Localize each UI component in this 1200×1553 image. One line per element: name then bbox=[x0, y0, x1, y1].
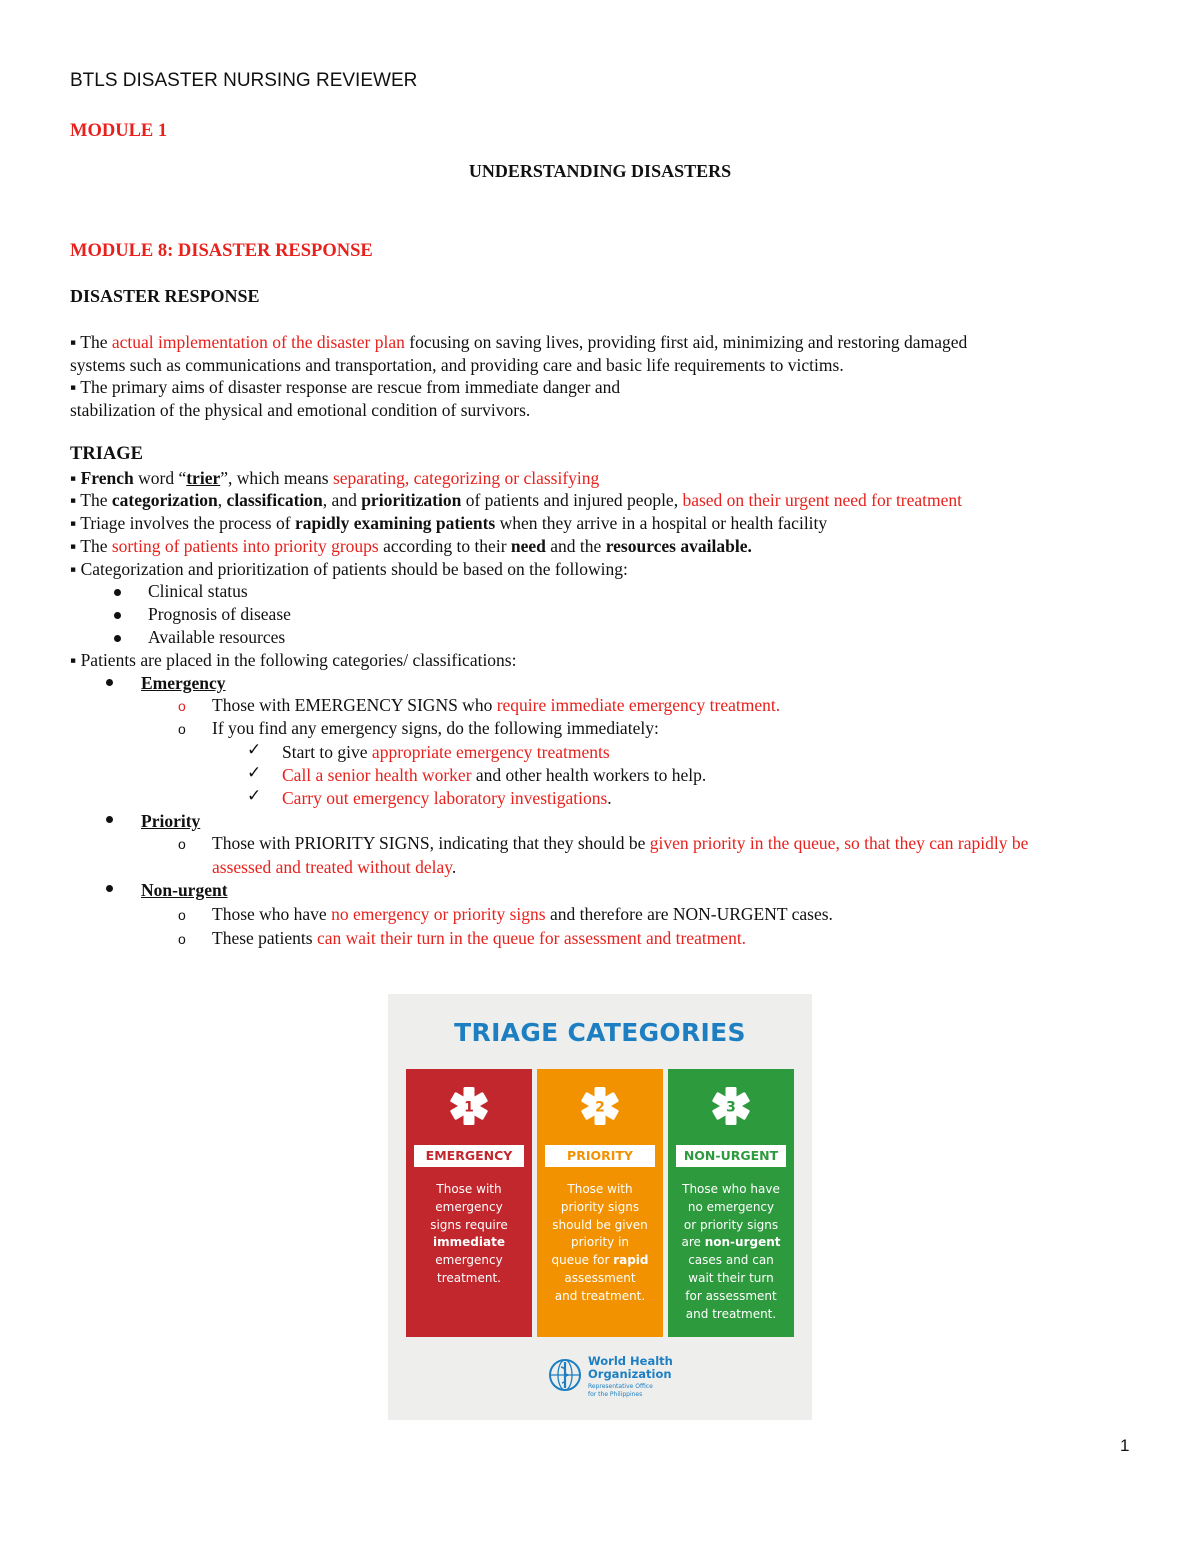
emergency-action-2 bbox=[282, 765, 706, 786]
desc-bold: non-urgent bbox=[704, 1235, 781, 1250]
text: ▪ Triage involves the process of bbox=[70, 513, 295, 533]
category-number: 3 bbox=[726, 1099, 736, 1116]
highlight-text: require immediate emergency treatment. bbox=[496, 695, 781, 715]
base-item: Clinical status bbox=[148, 581, 248, 601]
who-office-line: Representative Office bbox=[588, 1383, 653, 1390]
triage-line-4 bbox=[70, 536, 752, 557]
highlight-text: separating, categorizing or classifying bbox=[332, 468, 600, 488]
module-1-heading: MODULE 1 bbox=[70, 121, 168, 141]
circle-bullet-icon: o bbox=[178, 931, 186, 947]
bold-text: categorization bbox=[111, 490, 218, 510]
desc-bold: immediate bbox=[433, 1235, 505, 1250]
priority-sign-1-cont bbox=[212, 857, 456, 878]
bold-underline-text: trier bbox=[186, 468, 221, 488]
desc-line: assessment bbox=[564, 1270, 636, 1285]
bold-text: French bbox=[80, 468, 134, 488]
category-priority-label: Priority bbox=[141, 811, 201, 831]
bullet-icon bbox=[106, 679, 113, 686]
module-1-title: UNDERSTANDING DISASTERS bbox=[468, 161, 732, 181]
text: , and bbox=[322, 490, 362, 510]
text: Start to give bbox=[282, 742, 372, 762]
priority-sign-1 bbox=[212, 833, 1028, 854]
disaster-response-line-3: ▪ The primary aims of disaster response are rescue from immediate danger and bbox=[70, 377, 621, 397]
bullet-icon bbox=[106, 885, 113, 892]
bullet-icon bbox=[114, 612, 121, 619]
highlight-text: assessed and treated without delay bbox=[212, 857, 452, 877]
bold-text: prioritization bbox=[361, 490, 462, 510]
disaster-response-line-1 bbox=[70, 332, 967, 353]
priority-column bbox=[537, 1069, 663, 1337]
nonurgent-column bbox=[668, 1069, 794, 1337]
text: . bbox=[451, 857, 457, 877]
module-8-heading: MODULE 8: DISASTER RESPONSE bbox=[70, 241, 373, 261]
desc-line: Those who have bbox=[682, 1182, 780, 1196]
checkmark-icon: ✓ bbox=[247, 763, 262, 782]
triage-line-5: ▪ Categorization and prioritization of patients should be based on the following: bbox=[70, 559, 628, 579]
category-emergency-label: Emergency bbox=[141, 673, 226, 693]
who-logo bbox=[548, 1352, 673, 1404]
triage-line-6: ▪ Patients are placed in the following categories/ classifications: bbox=[70, 650, 517, 670]
nonurgent-sign-1 bbox=[212, 904, 833, 925]
highlight-text: appropriate emergency treatments bbox=[371, 742, 610, 762]
desc-line: cases and can bbox=[688, 1253, 774, 1268]
text: and other health workers to help. bbox=[471, 765, 707, 785]
text: Those who have bbox=[212, 904, 332, 924]
infographic-title: TRIAGE CATEGORIES bbox=[454, 1018, 746, 1047]
highlight-text: sorting of patients into priority groups bbox=[111, 536, 379, 556]
text: according to their bbox=[378, 536, 511, 556]
desc-line: wait their turn bbox=[688, 1270, 774, 1285]
highlight-text: actual implementation of the disaster plan bbox=[111, 332, 405, 352]
who-office-line: for the Philippines bbox=[588, 1390, 643, 1398]
text: and therefore are NON-URGENT cases. bbox=[545, 904, 833, 924]
circle-bullet-icon: o bbox=[178, 698, 186, 714]
highlight-text: given priority in the queue, so that they can rapidly be bbox=[649, 833, 1029, 853]
triage-line-3 bbox=[70, 513, 827, 534]
text: ”, which means bbox=[220, 468, 333, 488]
highlight-text: Carry out emergency laboratory investigations bbox=[282, 788, 608, 808]
who-name-line: World Health bbox=[588, 1354, 673, 1368]
column-label: EMERGENCY bbox=[414, 1145, 524, 1167]
text: , bbox=[217, 490, 227, 510]
who-emblem-icon bbox=[548, 1358, 582, 1392]
highlight-text: based on their urgent need for treatment bbox=[682, 490, 963, 510]
star-of-life-icon bbox=[710, 1085, 752, 1127]
triage-heading: TRIAGE bbox=[70, 444, 143, 464]
checkmark-icon: ✓ bbox=[247, 786, 262, 805]
text: of patients and injured people, bbox=[461, 490, 683, 510]
text: Those with PRIORITY SIGNS, indicating that they should be bbox=[212, 833, 650, 853]
triage-line-1 bbox=[70, 468, 599, 489]
highlight-text: no emergency or priority signs bbox=[331, 904, 546, 924]
highlight-text: Call a senior health worker bbox=[282, 765, 472, 785]
bold-text: resources available. bbox=[605, 536, 752, 556]
column-description bbox=[410, 1181, 528, 1288]
column-label: NON-URGENT bbox=[676, 1145, 786, 1167]
desc-line: priority signs bbox=[560, 1199, 640, 1214]
who-name bbox=[588, 1355, 673, 1381]
emergency-column bbox=[406, 1069, 532, 1337]
bullet-icon bbox=[114, 635, 121, 642]
emergency-sign-2: If you find any emergency signs, do the following immediately: bbox=[212, 718, 659, 738]
checkmark-icon: ✓ bbox=[247, 740, 262, 759]
desc-line: Those with bbox=[567, 1182, 633, 1196]
desc-line: priority in bbox=[570, 1235, 630, 1250]
desc-line: no emergency bbox=[687, 1199, 775, 1214]
star-of-life-icon bbox=[579, 1085, 621, 1127]
text: when they arrive in a hospital or health facility bbox=[495, 513, 828, 533]
circle-bullet-icon: o bbox=[178, 721, 186, 737]
column-description bbox=[672, 1181, 790, 1323]
triage-categories-infographic bbox=[388, 994, 812, 1420]
desc-line: or priority signs bbox=[683, 1217, 779, 1232]
column-label: PRIORITY bbox=[545, 1145, 655, 1167]
triage-line-2 bbox=[70, 490, 962, 511]
bold-text: need bbox=[510, 536, 546, 556]
text: ▪ The bbox=[70, 536, 112, 556]
column-description bbox=[541, 1181, 659, 1306]
text: word “ bbox=[133, 468, 187, 488]
who-name-line: Organization bbox=[588, 1367, 672, 1381]
disaster-response-line-2: systems such as communications and transportation, and providing care and basic life requirements to victims. bbox=[70, 355, 844, 375]
desc-line: emergency bbox=[435, 1199, 503, 1214]
text: Those with EMERGENCY SIGNS who bbox=[212, 695, 497, 715]
bold-text: classification bbox=[226, 490, 323, 510]
category-nonurgent-label: Non-urgent bbox=[141, 880, 228, 900]
desc-line: signs require bbox=[430, 1217, 508, 1232]
desc-line: should be given bbox=[552, 1217, 648, 1232]
base-item: Prognosis of disease bbox=[148, 604, 291, 624]
text: and the bbox=[545, 536, 606, 556]
desc-line: Those with bbox=[436, 1182, 502, 1196]
desc-line: emergency bbox=[435, 1253, 503, 1268]
disaster-response-line-4: stabilization of the physical and emotional condition of survivors. bbox=[70, 400, 531, 420]
category-number: 1 bbox=[464, 1099, 474, 1116]
star-of-life-icon bbox=[448, 1085, 490, 1127]
emergency-action-3 bbox=[282, 788, 612, 809]
category-number: 2 bbox=[595, 1099, 605, 1116]
bullet-icon bbox=[114, 589, 121, 596]
text: focusing on saving lives, providing first aid, minimizing and restoring damaged bbox=[404, 332, 968, 352]
text: ▪ The bbox=[70, 332, 112, 352]
bullet-icon bbox=[106, 816, 113, 823]
circle-bullet-icon: o bbox=[178, 836, 186, 852]
nonurgent-sign-2 bbox=[212, 928, 746, 949]
circle-bullet-icon: o bbox=[178, 907, 186, 923]
disaster-response-heading: DISASTER RESPONSE bbox=[70, 286, 260, 306]
page-number: 1 bbox=[1120, 1436, 1130, 1455]
desc-line: and treatment. bbox=[554, 1288, 646, 1303]
text: These patients bbox=[212, 928, 317, 948]
desc-bold: rapid bbox=[613, 1253, 649, 1268]
base-item: Available resources bbox=[148, 627, 286, 647]
highlight-text: can wait their turn in the queue for assessment and treatment. bbox=[316, 928, 747, 948]
desc-line: for assessment bbox=[685, 1288, 777, 1303]
desc-text: queue for bbox=[551, 1253, 614, 1268]
text: ▪ The bbox=[70, 490, 112, 510]
emergency-sign-1 bbox=[212, 695, 780, 716]
emergency-action-1 bbox=[282, 742, 610, 763]
text: ▪ bbox=[70, 468, 81, 488]
desc-text: are bbox=[681, 1235, 705, 1250]
desc-line: treatment. bbox=[436, 1270, 501, 1285]
who-office bbox=[588, 1383, 653, 1398]
text: . bbox=[607, 788, 612, 808]
desc-line: and treatment. bbox=[685, 1306, 777, 1321]
document-header: BTLS DISASTER NURSING REVIEWER bbox=[70, 70, 418, 91]
bold-text: rapidly examining patients bbox=[294, 513, 496, 533]
